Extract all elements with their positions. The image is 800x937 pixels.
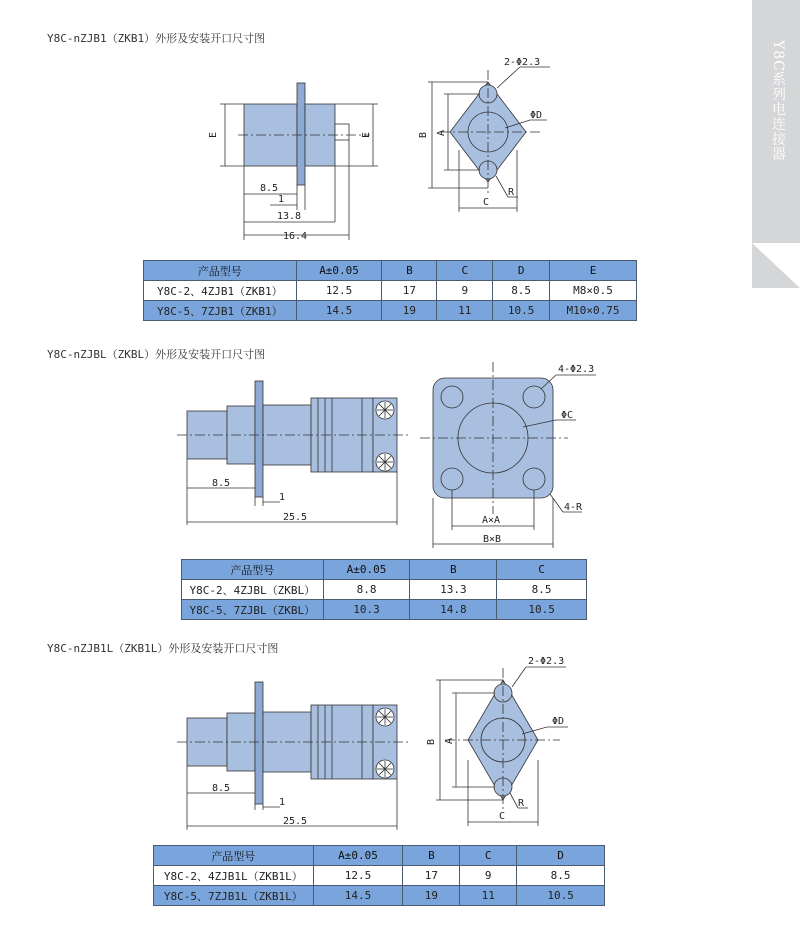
spec-table-2 [181,559,587,620]
col-header: C [437,261,493,281]
section-3-front-view [436,667,568,826]
col-header: D [493,261,550,281]
dim-r: R [508,187,515,198]
dim-1: 1 [279,492,286,503]
col-header: E [550,261,637,281]
col-header: B [410,560,497,580]
dim-c: C [499,811,506,822]
dim-16-4: 16.4 [283,231,308,242]
dim-hole: 2-Φ2.3 [528,656,565,667]
section-3-title: Y8C-nZJB1L（ZKB1L）外形及安装开口尺寸图 [47,642,279,655]
table-row [144,281,637,301]
dim-bxb: B×B [483,534,502,545]
table-cell: 9 [460,866,517,886]
section-2-front-view [420,362,596,548]
dim-25-5: 25.5 [283,512,308,523]
dim-r: R [518,798,525,809]
dim-8-5: 8.5 [260,183,279,194]
dim-axa: A×A [482,515,501,526]
dim-8-5: 8.5 [212,783,231,794]
dim-1: 1 [278,194,285,205]
table-cell: 8.8 [323,580,410,600]
table-cell: 14.5 [313,886,403,906]
table-row [154,886,605,906]
table-cell: Y8C-2、4ZJB1L（ZKB1L） [154,866,314,886]
table-header-row [182,560,587,580]
table-cell: 14.8 [410,600,497,620]
table-header-row [154,846,605,866]
section-1-title: Y8C-nZJB1（ZKB1）外形及安装开口尺寸图 [47,32,266,45]
dim-b: B [426,738,437,745]
dim-13-8: 13.8 [277,211,302,222]
table-cell: M8×0.5 [550,281,637,301]
table-cell: Y8C-2、4ZJBL（ZKBL） [182,580,324,600]
dim-b: B [418,131,429,138]
col-header: 产品型号 [144,261,297,281]
dim-e-right: E [361,131,372,138]
table-cell: 11 [460,886,517,906]
table-cell: 19 [403,886,460,906]
dim-8-5: 8.5 [212,478,231,489]
dim-hole: 2-Φ2.3 [504,57,541,68]
col-header: B [382,261,437,281]
dim-25-5: 25.5 [283,816,308,827]
dim-phi-c: ΦC [561,410,574,421]
section-1-front-view [428,67,550,212]
table-cell: 10.5 [497,600,587,620]
table-cell: 8.5 [497,580,587,600]
dim-phi-d: ΦD [552,716,565,727]
table-row [182,600,587,620]
spec-table-3 [153,845,605,906]
section-3-side-view [177,682,410,830]
col-header: B [403,846,460,866]
dim-c: C [483,197,490,208]
col-header: A±0.05 [296,261,382,281]
table-header-row [144,261,637,281]
table-cell: 19 [382,301,437,321]
table-row [182,580,587,600]
dim-phi-d: ΦD [530,110,543,121]
table-cell: 11 [437,301,493,321]
side-tab-title: Y8C系列电连接器 [770,40,786,162]
table-cell: Y8C-5、7ZJBL（ZKBL） [182,600,324,620]
table-cell: 8.5 [517,866,605,886]
table-cell: Y8C-5、7ZJB1L（ZKB1L） [154,886,314,906]
col-header: A±0.05 [313,846,403,866]
dim-a: A [444,737,455,744]
col-header: C [497,560,587,580]
table-cell: 10.5 [517,886,605,906]
table-cell: Y8C-5、7ZJB1（ZKB1） [144,301,297,321]
section-2-title: Y8C-nZJBL（ZKBL）外形及安装开口尺寸图 [47,348,266,361]
table-cell: 13.3 [410,580,497,600]
table-cell: 12.5 [296,281,382,301]
table-cell: M10×0.75 [550,301,637,321]
spec-table-1 [143,260,637,321]
table-cell: Y8C-2、4ZJB1（ZKB1） [144,281,297,301]
table-cell: 10.3 [323,600,410,620]
dim-r: 4-R [564,502,583,513]
table-cell: 17 [403,866,460,886]
section-2-side-view [177,381,410,525]
dim-a: A [436,129,447,136]
col-header: 产品型号 [154,846,314,866]
table-cell: 8.5 [493,281,550,301]
table-cell: 10.5 [493,301,550,321]
col-header: 产品型号 [182,560,324,580]
table-cell: 14.5 [296,301,382,321]
dim-hole: 4-Φ2.3 [558,364,595,375]
dim-e-left: E [208,131,219,138]
table-row [154,866,605,886]
table-cell: 12.5 [313,866,403,886]
col-header: D [517,846,605,866]
col-header: C [460,846,517,866]
dim-1: 1 [279,797,286,808]
table-cell: 9 [437,281,493,301]
col-header: A±0.05 [323,560,410,580]
table-row [144,301,637,321]
table-cell: 17 [382,281,437,301]
